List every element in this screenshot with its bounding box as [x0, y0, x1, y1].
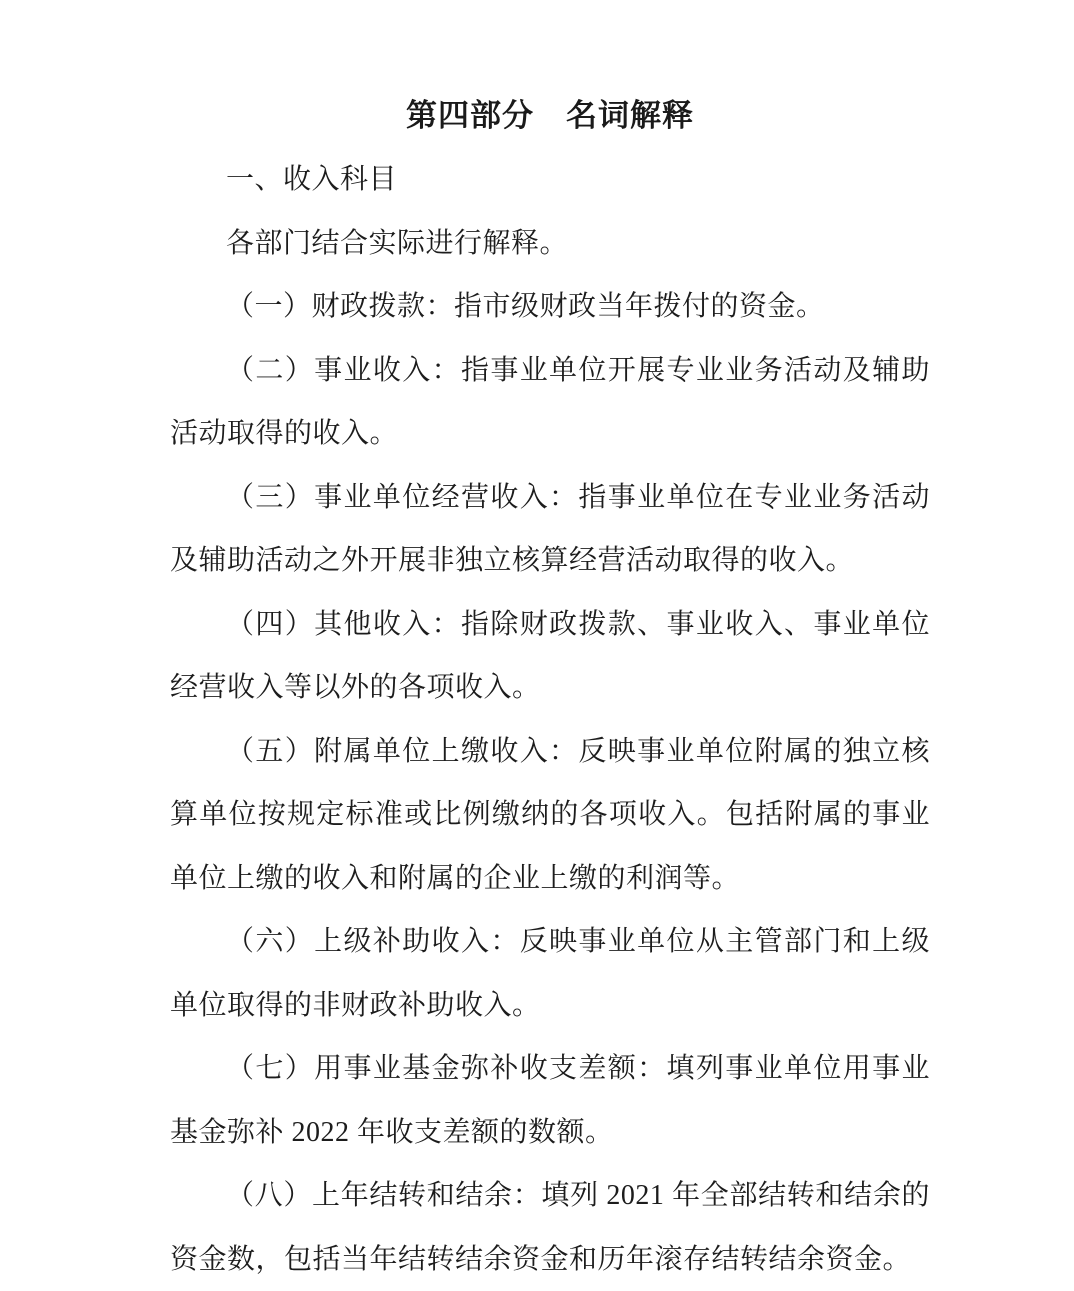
paragraph-item-3: （三）事业单位经营收入：指事业单位在专业业务活动及辅助活动之外开展非独立核算经营活动取得的收入。: [170, 481, 930, 576]
paragraph-intro: 各部门结合实际进行解释。: [226, 227, 569, 259]
paragraph-item-1: （一）财政拨款：指市级财政当年拨付的资金。: [226, 291, 825, 322]
section-heading: 一、收入科目: [226, 164, 398, 195]
paragraph-item-2: （二）事业收入：指事业单位开展专业业务活动及辅助活动取得的收入。: [170, 354, 930, 449]
paragraph-item-4: （四）其他收入：指除财政拨款、事业收入、事业单位经营收入等以外的各项收入。: [170, 608, 930, 703]
paragraph-item-7: （七）用事业基金弥补收支差额：填列事业单位用事业基金弥补 2022 年收支差额的数额。: [170, 1053, 930, 1148]
paragraph-item-5: （五）附属单位上缴收入：反映事业单位附属的独立核算单位按规定标准或比例缴纳的各项收入。包括附属的事业单位上缴的收入和附属的企业上缴的利润等。: [170, 735, 930, 894]
paragraph-item-6: （六）上级补助收入：反映事业单位从主管部门和上级单位取得的非财政补助收入。: [170, 926, 930, 1021]
page-title: 第四部分 名词解释: [406, 98, 694, 133]
paragraph-item-8: （八）上年结转和结余：填列 2021 年全部结转和结余的资金数，包括当年结转结余资金和历年滚存结转结余资金。: [170, 1180, 930, 1275]
